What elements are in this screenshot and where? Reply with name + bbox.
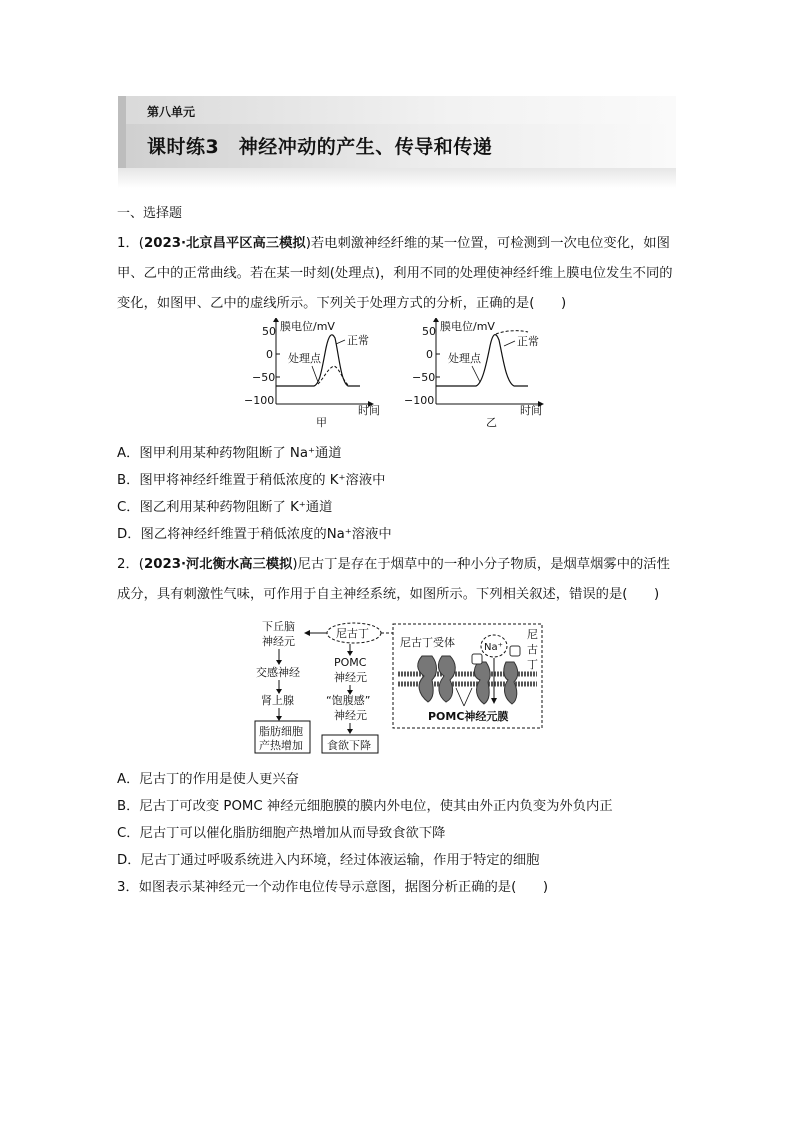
- y-tick: −50: [412, 371, 436, 384]
- membrane-label: POMC神经元膜: [428, 710, 509, 723]
- y-tick: −50: [252, 371, 276, 384]
- q2-option-a: A．尼古丁的作用是使人更兴奋: [117, 772, 299, 787]
- nicotine-molecule: [510, 646, 520, 656]
- question-2-stem: 2．(2023·河北衡水高三模拟)尼古丁是存在于烟草中的一种小分子物质，是烟草烟雾中的活性成分，具有刺激性气味，可作用于自主神经系统，如图所示。下列相关叙述，错误的是( ): [117, 557, 670, 602]
- nicotine-v2: 古: [527, 643, 538, 656]
- y-label: 膜电位/mV: [280, 320, 335, 333]
- question-1-figure: [240, 318, 560, 430]
- x-label: 时间: [358, 404, 380, 417]
- hypothalamus-label-2: 神经元: [262, 635, 295, 648]
- header-band-top: [118, 96, 676, 124]
- q2-option-c: C．尼古丁可以催化脂肪细胞产热增加从而导致食欲下降: [117, 826, 446, 841]
- y-tick: 50: [422, 325, 436, 338]
- point-label: 处理点: [448, 352, 481, 365]
- chart-jia: [244, 318, 380, 429]
- sympathetic-label: 交感神经: [256, 666, 300, 679]
- y-tick: 50: [262, 325, 276, 338]
- y-label: 膜电位/mV: [440, 320, 495, 333]
- q2-option-b: B．尼古丁可改变 POMC 神经元细胞膜的膜内外电位，使其由外正内负变为外负内正: [117, 799, 613, 814]
- header-shadow: [118, 168, 676, 188]
- q1-option-b: B．图甲将神经纤维置于稍低浓度的 K⁺溶液中: [117, 473, 386, 488]
- unit-label: 第八单元: [147, 105, 196, 119]
- panel-label-yi: 乙: [486, 416, 497, 429]
- y-tick: 0: [426, 348, 433, 361]
- y-arrow: [273, 318, 279, 322]
- y-tick: 0: [266, 348, 273, 361]
- header-accent-bar: [118, 96, 126, 168]
- satiety-label: “饱腹感”: [326, 694, 371, 707]
- question-1-source: 2023·北京昌平区高三模拟: [143, 236, 306, 251]
- receptor-label: 尼古丁受体: [400, 636, 455, 649]
- chart-yi: [404, 318, 544, 429]
- y-arrow: [433, 318, 439, 322]
- pomc-label-2: 神经元: [334, 671, 367, 684]
- q2-option-d: D．尼古丁通过呼吸系统进入内环境，经过体液运输，作用于特定的细胞: [117, 853, 540, 868]
- hypothalamus-label: 下丘脑: [262, 620, 295, 633]
- nicotine-v3: 丁: [527, 658, 538, 671]
- satiety-label-2: 神经元: [334, 709, 367, 722]
- section-title: 一、选择题: [117, 206, 183, 221]
- nicotine-label: 尼古丁: [336, 627, 369, 640]
- nicotine-molecule: [472, 654, 482, 664]
- question-3-stem: 3．如图表示某神经元一个动作电位传导示意图，据图分析正确的是( ): [117, 880, 549, 895]
- normal-label: 正常: [517, 335, 539, 348]
- question-2-source: 2023·河北衡水高三模拟: [143, 557, 293, 572]
- chapter-header: [118, 96, 676, 192]
- fat-label-2: 产热增加: [259, 739, 303, 752]
- receptor-left: [418, 656, 437, 702]
- normal-label: 正常: [347, 334, 369, 347]
- q1-option-c: C．图乙利用某种药物阻断了 K⁺通道: [117, 500, 333, 515]
- panel-label-jia: 甲: [316, 416, 327, 429]
- adrenal-label: 肾上腺: [261, 694, 294, 707]
- pomc-label: POMC: [334, 656, 367, 669]
- q1-option-a: A．图甲利用某种药物阻断了 Na⁺通道: [117, 446, 342, 461]
- point-label: 处理点: [288, 352, 321, 365]
- treated-curve: [496, 331, 528, 334]
- appetite-label: 食欲下降: [327, 739, 371, 752]
- lesson-title: 课时练3 神经冲动的产生、传导和传递: [147, 136, 493, 158]
- y-tick: −100: [404, 394, 435, 407]
- na-label: Na⁺: [484, 642, 503, 653]
- nicotine-v1: 尼: [527, 628, 538, 641]
- x-label: 时间: [520, 404, 542, 417]
- receptor-left-2: [438, 656, 455, 702]
- q1-option-d: D．图乙将神经纤维置于稍低浓度的Na⁺溶液中: [117, 527, 392, 542]
- fat-label: 脂肪细胞: [259, 725, 303, 738]
- y-tick: −100: [244, 394, 275, 407]
- question-2-diagram: [252, 618, 546, 758]
- question-1-stem: 1．(2023·北京昌平区高三模拟)若电刺激神经纤维的某一位置，可检测到一次电位变化，如图甲、乙中的正常曲线。若在某一时刻(处理点)，利用不同的处理使神经纤维上膜电位发生不同的变化，如图甲、乙中的虚线所示。下列关于处理方式的分析，正确的是( ): [117, 236, 673, 311]
